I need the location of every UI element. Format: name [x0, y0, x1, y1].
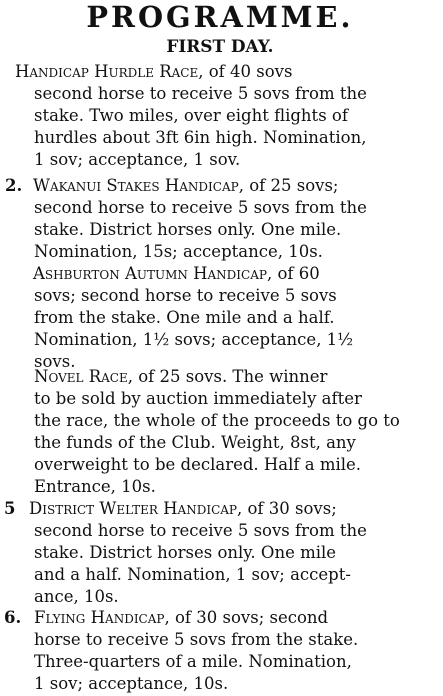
race-text: hurdles about 3ft 6in high. Nomination, [34, 128, 367, 147]
race-text: and a half. Nomination, 1 sov; accept- [34, 565, 351, 584]
race-text: stake. District horses only. One mile [34, 543, 337, 562]
race-text: second horse to receive 5 sovs from the [34, 521, 367, 540]
race-text: of 25 sovs. The winner [132, 367, 328, 386]
race-number: 5 [4, 499, 16, 518]
race-text: of 60 [272, 264, 320, 283]
race-text: Nomination, 1½ sovs; acceptance, 1½ [34, 330, 354, 349]
race-first-line [15, 61, 292, 83]
race-name: Ashburton Autumn Handicap, [33, 264, 273, 283]
race-number: 6. [4, 608, 22, 627]
race-text: stake. Two miles, over eight flights of [34, 106, 348, 125]
race-text: Nomination, 15s; acceptance, 10s. [34, 242, 323, 261]
race-text: sovs; second horse to receive 5 sovs [34, 286, 337, 305]
race-name: District Welter Handicap, [29, 499, 243, 518]
race-text: from the stake. One mile and a half. [34, 308, 335, 327]
race-first-line [33, 175, 339, 197]
race-text: sovs. [34, 352, 76, 371]
race-first-line [33, 263, 320, 285]
race-text: ance, 10s. [34, 587, 119, 606]
race-text: stake. District horses only. One mile. [34, 220, 342, 239]
race-first-line [34, 607, 328, 629]
race-name: Flying Handicap, [34, 608, 170, 627]
race-text: of 25 sovs; [243, 176, 339, 195]
race-text: the funds of the Club. Weight, 8st, any [34, 433, 356, 452]
race-text: of 40 sovs [203, 62, 293, 81]
race-text: horse to receive 5 sovs from the stake. [34, 630, 359, 649]
race-text: Three-quarters of a mile. Nomination, [34, 652, 352, 671]
race-text: the race, the whole of the proceeds to go to [34, 411, 400, 430]
race-first-line [34, 366, 327, 388]
race-text: of 30 sovs; second [169, 608, 329, 627]
race-text: to be sold by auction immediately after [34, 389, 362, 408]
race-text: of 30 sovs; [242, 499, 337, 518]
race-text: overweight to be declared. Half a mile. [34, 455, 362, 474]
race-name: Handicap Hurdle Race, [15, 62, 204, 81]
race-text: Entrance, 10s. [34, 477, 156, 496]
race-text: second horse to receive 5 sovs from the [34, 84, 367, 103]
race-name: Novel Race, [34, 367, 133, 386]
programme-title: PROGRAMME. [86, 0, 354, 34]
race-text: 1 sov; acceptance, 1 sov. [34, 150, 241, 169]
day-heading: FIRST DAY. [166, 37, 274, 57]
race-first-line [29, 498, 337, 520]
race-number: 2. [5, 176, 23, 195]
race-name: Wakanui Stakes Handicap, [33, 176, 244, 195]
race-text: 1 sov; acceptance, 10s. [34, 674, 229, 693]
race-text: second horse to receive 5 sovs from the [34, 198, 367, 217]
